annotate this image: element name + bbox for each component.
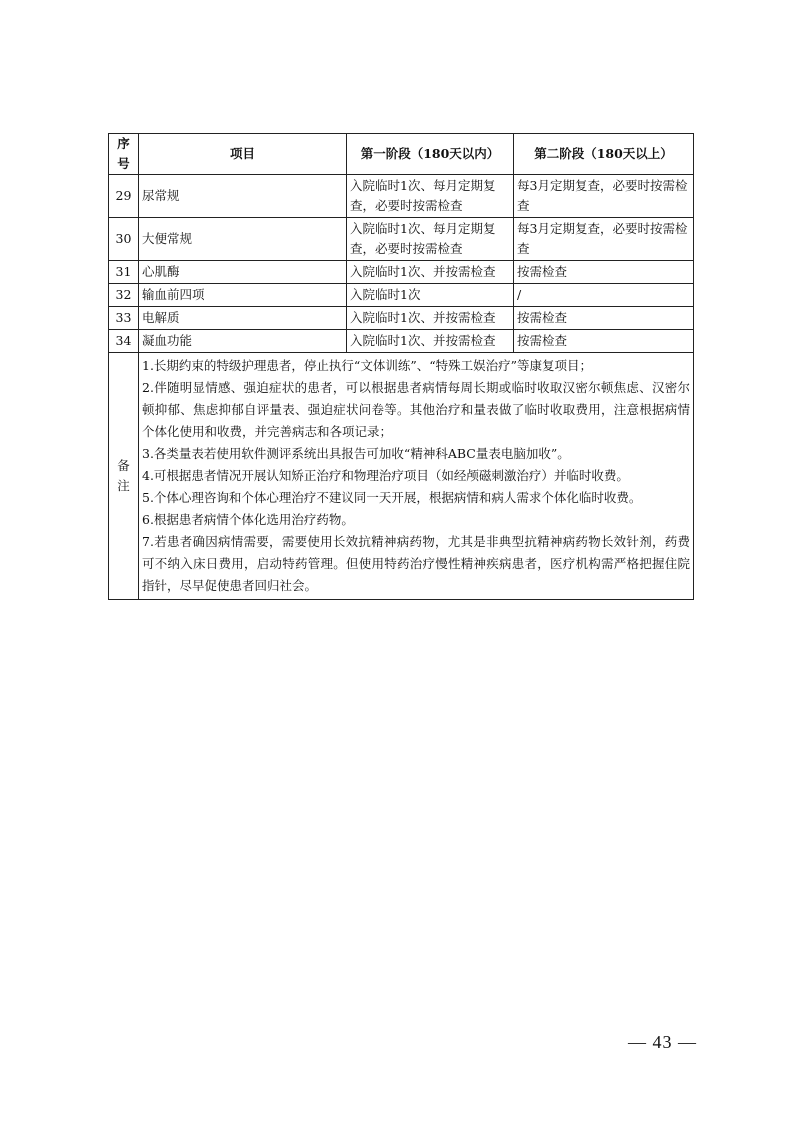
row-phase2: 每3月定期复查，必要时按需检查: [514, 175, 694, 218]
row-phase1: 入院临时1次、并按需检查: [347, 307, 514, 330]
header-no: 序号: [109, 134, 139, 175]
note-4: 4.可根据患者情况开展认知矫正治疗和物理治疗项目（如经颅磁刺激治疗）并临时收费。: [142, 468, 629, 483]
row-no: 31: [109, 261, 139, 284]
row-phase1: 入院临时1次、每月定期复查，必要时按需检查: [347, 175, 514, 218]
note-7: 7.若患者确因病情需要，需要使用长效抗精神病药物，尤其是非典型抗精神病药物长效针剂，药费可不纳入床日费用，启动特药管理。但使用特药治疗慢性精神疾病患者，医疗机构需严格把握住院指针，尽早促使患者回归社会。: [142, 534, 690, 593]
row-phase1: 入院临时1次、每月定期复查，必要时按需检查: [347, 218, 514, 261]
cost-schedule-table: [108, 133, 694, 600]
row-phase1: 入院临时1次、并按需检查: [347, 261, 514, 284]
notes-label: 备注: [109, 353, 139, 600]
row-no: 29: [109, 175, 139, 218]
row-item: 心肌酶: [139, 261, 347, 284]
table-header-row: [109, 134, 694, 175]
row-phase2: /: [514, 284, 694, 307]
header-item: 项目: [139, 134, 347, 175]
row-item: 凝血功能: [139, 330, 347, 353]
row-no: 33: [109, 307, 139, 330]
notes-row: [109, 353, 694, 600]
table-row: [109, 307, 694, 330]
table-row: [109, 261, 694, 284]
row-phase1: 入院临时1次: [347, 284, 514, 307]
row-item: 尿常规: [139, 175, 347, 218]
note-5: 5.个体心理咨询和个体心理治疗不建议同一天开展，根据病情和病人需求个体化临时收费。: [142, 490, 642, 505]
row-item: 大便常规: [139, 218, 347, 261]
notes-cell: [139, 353, 694, 600]
note-2: 2.伴随明显情感、强迫症状的患者，可以根据患者病情每周长期或临时收取汉密尔顿焦虑、汉密尔顿抑郁、焦虑抑郁自评量表、强迫症状问卷等。其他治疗和量表做了临时收取费用，注意根据病情个体化使用和收费，并完善病志和各项记录；: [142, 380, 690, 439]
row-phase2: 按需检查: [514, 261, 694, 284]
row-phase2: 每3月定期复查，必要时按需检查: [514, 218, 694, 261]
table-row: [109, 218, 694, 261]
row-no: 34: [109, 330, 139, 353]
row-no: 32: [109, 284, 139, 307]
row-phase2: 按需检查: [514, 330, 694, 353]
table-row: [109, 330, 694, 353]
row-item: 输血前四项: [139, 284, 347, 307]
header-phase1: 第一阶段（180天以内）: [347, 134, 514, 175]
row-phase2: 按需检查: [514, 307, 694, 330]
note-6: 6.根据患者病情个体化选用治疗药物。: [142, 512, 354, 527]
table-row: [109, 284, 694, 307]
table-row: [109, 175, 694, 218]
header-phase2: 第二阶段（180天以上）: [514, 134, 694, 175]
row-item: 电解质: [139, 307, 347, 330]
page-number: — 43 —: [628, 1032, 697, 1052]
note-1: 1.长期约束的特级护理患者，停止执行“文体训练”、“特殊工娱治疗”等康复项目；: [142, 358, 592, 373]
note-3: 3.各类量表若使用软件测评系统出具报告可加收“精神科ABC量表电脑加收”。: [142, 446, 570, 461]
row-phase1: 入院临时1次、并按需检查: [347, 330, 514, 353]
row-no: 30: [109, 218, 139, 261]
